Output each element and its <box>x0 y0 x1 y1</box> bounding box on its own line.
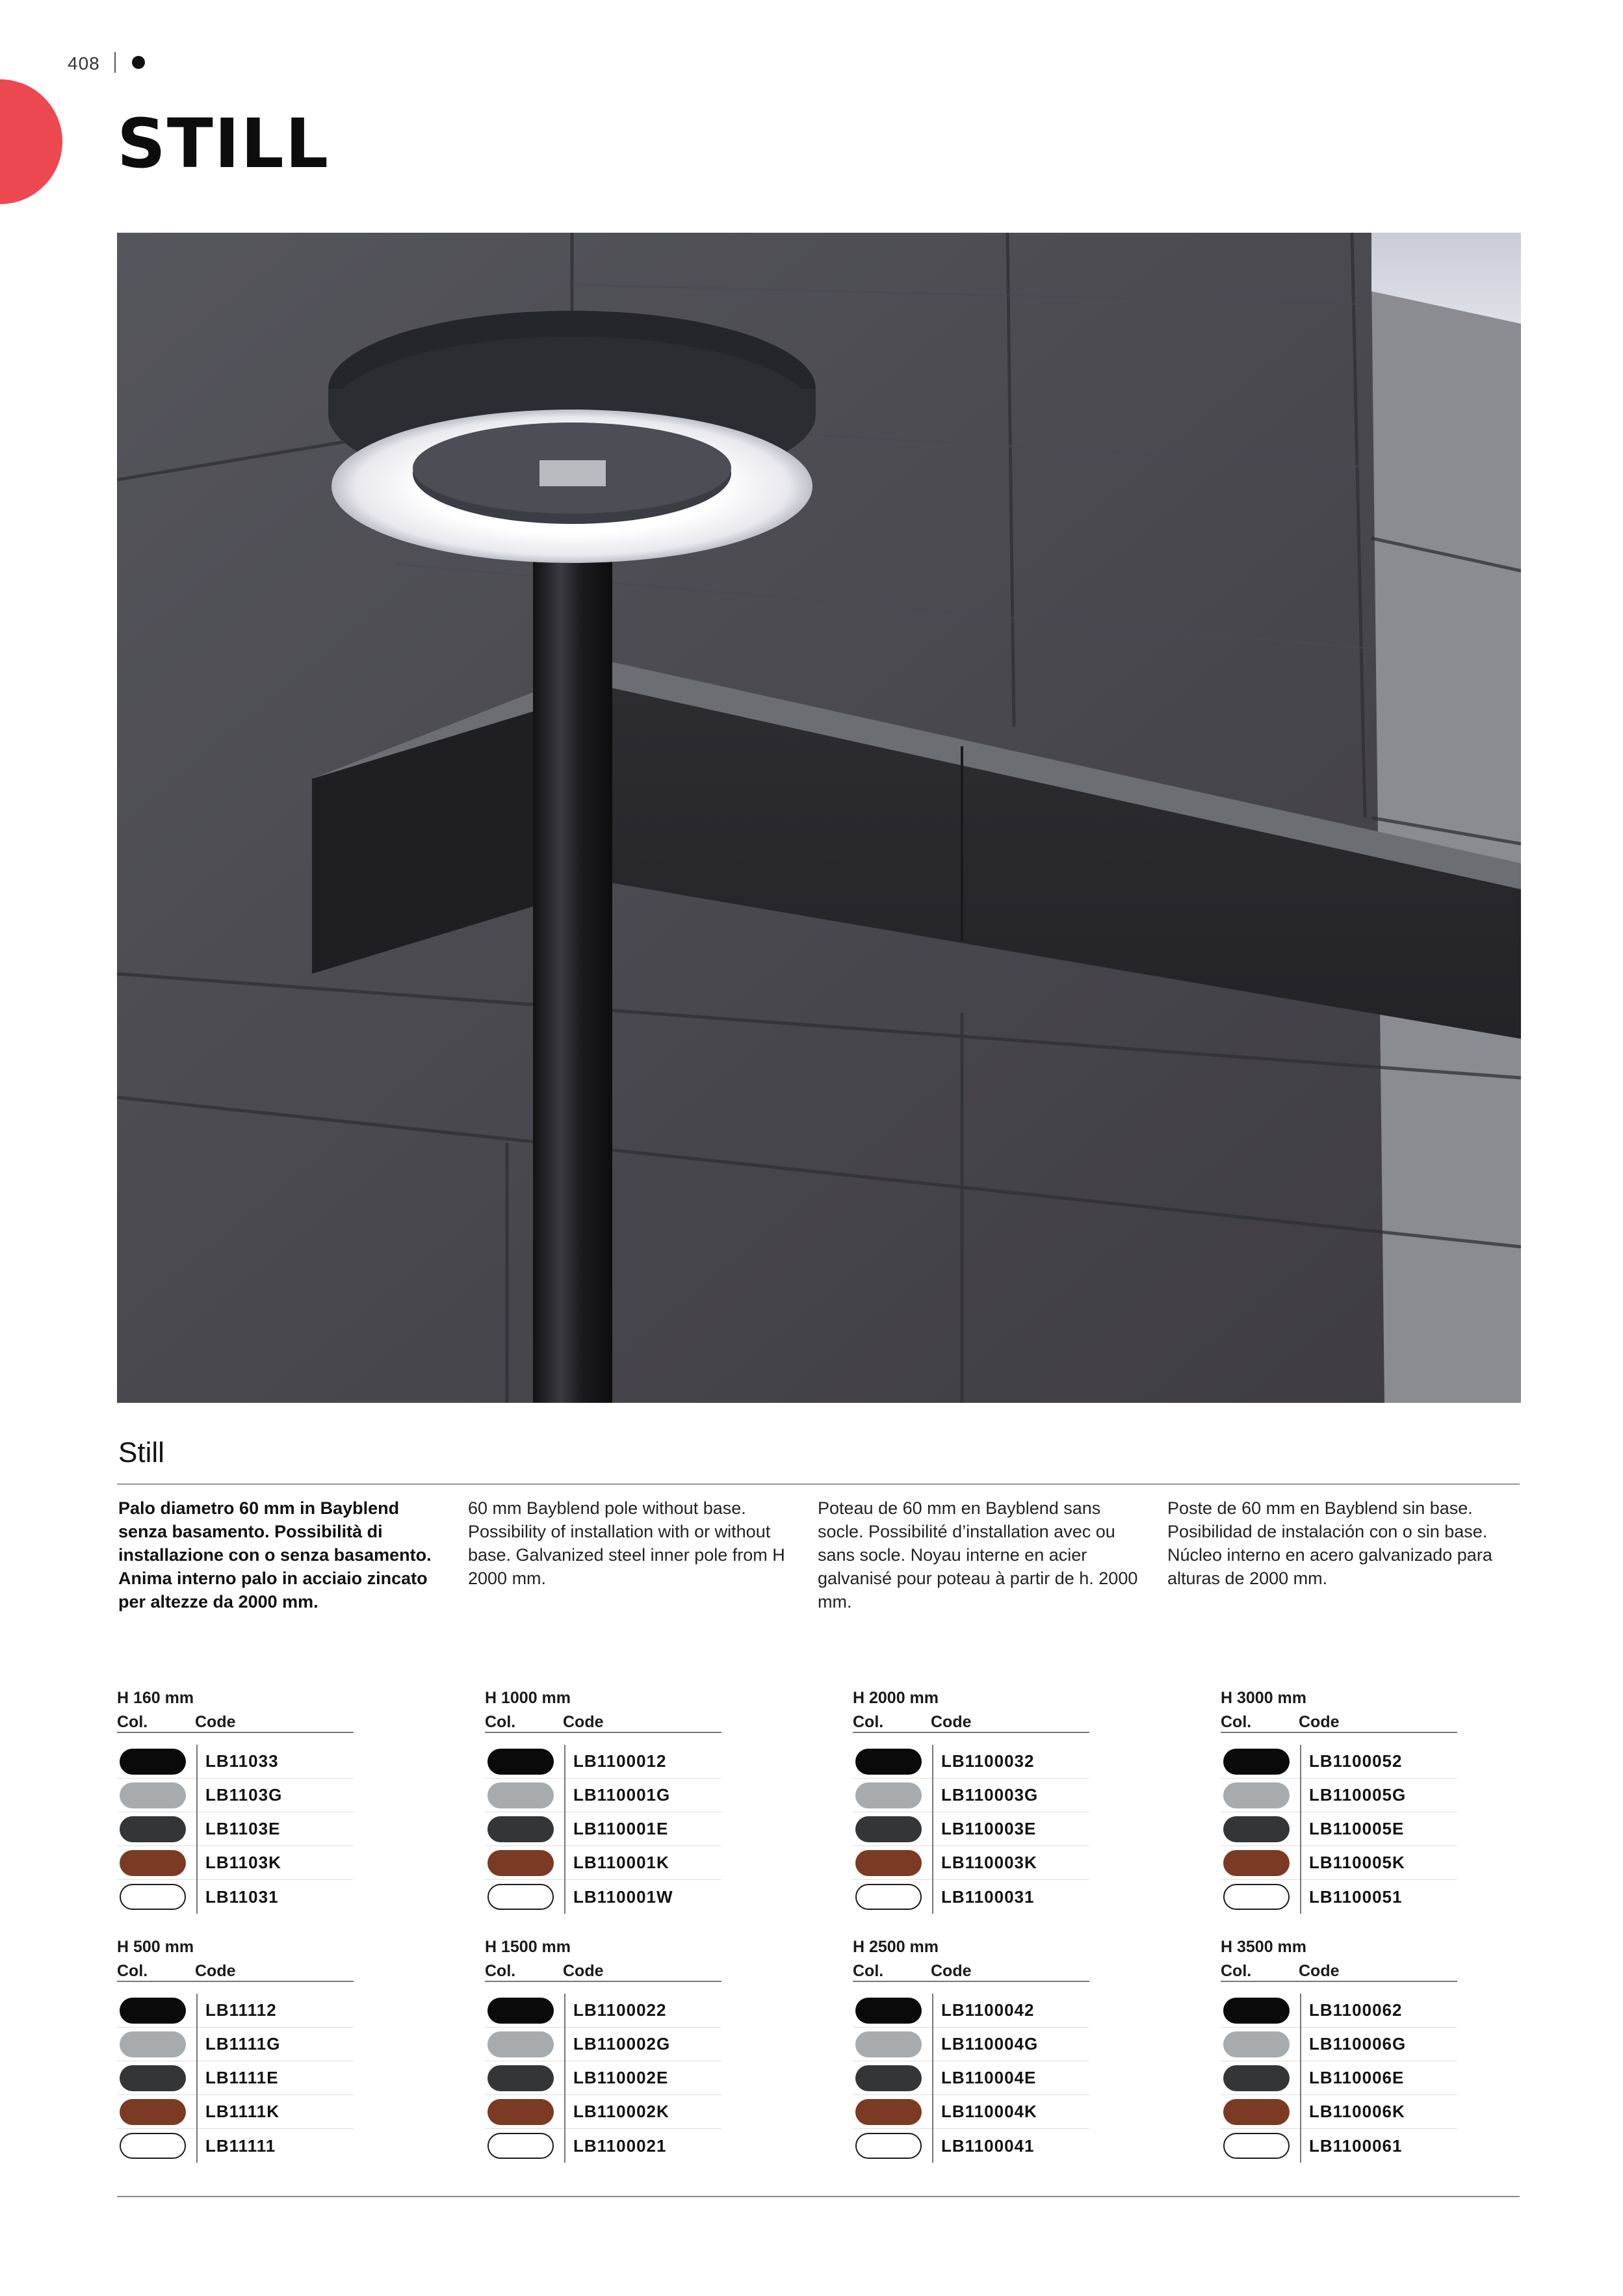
divider-bottom <box>117 2196 1520 2197</box>
table-header <box>1221 1960 1457 1982</box>
table-row <box>853 2061 1089 2095</box>
table-row <box>1221 1812 1457 1846</box>
table-row <box>485 1745 721 1779</box>
table-row <box>853 1880 1089 1914</box>
color-swatch-anthracite <box>1223 1816 1290 1842</box>
color-cell <box>853 2129 933 2163</box>
color-cell <box>485 1994 565 2028</box>
color-swatch-black <box>855 1998 922 2024</box>
color-swatch-white <box>487 1884 554 1910</box>
product-code: LB110001G <box>573 1785 671 1805</box>
code-header: Code <box>931 1713 972 1731</box>
color-swatch-black <box>120 1749 186 1775</box>
product-code: LB1100051 <box>1309 1886 1403 1907</box>
table-row <box>485 1812 721 1846</box>
color-swatch-white <box>855 2133 922 2159</box>
table-header <box>117 1960 354 1982</box>
table-row <box>853 1745 1089 1779</box>
table-row <box>485 2061 721 2095</box>
color-cell <box>485 2129 565 2163</box>
description-french: Poteau de 60 mm en Bayblend sans socle. Possibilité d’installation avec ou sans socle. Noyau interne en acier galvanisé pour poteau à partir de h. 2000 mm. <box>818 1498 1138 1611</box>
col-header: Col. <box>853 1713 884 1731</box>
table-row <box>117 1994 354 2028</box>
description-spanish: Poste de 60 mm en Bayblend sin base. Posibilidad de instalación con o sin base. Núcleo interno en acero galvanizado para alturas de 2000 mm. <box>1167 1498 1492 1588</box>
table-header <box>485 1711 721 1733</box>
color-cell <box>853 1880 933 1914</box>
color-swatch-corten <box>120 2099 186 2125</box>
table-row <box>117 1880 354 1914</box>
page-separator <box>114 52 116 73</box>
height-title: H 3000 mm <box>1221 1689 1307 1707</box>
table-row <box>117 1812 354 1846</box>
product-code: LB1100041 <box>941 2135 1035 2156</box>
table-row <box>485 1994 721 2028</box>
code-table <box>1221 1934 1457 2163</box>
color-cell <box>117 1779 198 1812</box>
color-cell <box>853 2095 933 2129</box>
color-cell <box>1221 1846 1301 1880</box>
table-row <box>485 2095 721 2129</box>
color-swatch-white <box>120 2133 186 2159</box>
product-code: LB11031 <box>205 1886 279 1907</box>
product-code: LB1100062 <box>1309 2000 1403 2020</box>
code-header: Code <box>931 1962 972 1980</box>
description-english: 60 mm Bayblend pole without base. Possibility of installation with or without base. Galvanized steel inner pole from H 2000 mm. <box>468 1498 785 1588</box>
col-header: Col. <box>485 1713 516 1731</box>
table-row <box>1221 2061 1457 2095</box>
color-swatch-white <box>1223 2133 1290 2159</box>
table-row <box>1221 1994 1457 2028</box>
color-cell <box>117 2028 198 2061</box>
product-code: LB1100031 <box>941 1886 1035 1907</box>
color-cell <box>853 1812 933 1846</box>
color-swatch-anthracite <box>1223 2065 1290 2091</box>
col-header: Col. <box>485 1962 516 1980</box>
color-cell <box>117 1994 198 2028</box>
product-code: LB110001W <box>573 1886 673 1907</box>
code-header: Code <box>1299 1962 1340 1980</box>
product-code: LB1100021 <box>573 2135 667 2156</box>
product-code: LB110003G <box>941 1785 1039 1805</box>
color-swatch-anthracite <box>487 1816 554 1842</box>
color-cell <box>485 2095 565 2129</box>
color-cell <box>1221 2061 1301 2095</box>
color-cell <box>485 1812 565 1846</box>
color-cell <box>117 1745 198 1779</box>
product-code: LB11111 <box>205 2135 276 2156</box>
table-row <box>1221 2095 1457 2129</box>
product-code: LB110006K <box>1309 2102 1405 2121</box>
color-cell <box>485 1846 565 1880</box>
color-swatch-anthracite <box>855 2065 922 2091</box>
lamp-photo-illustration <box>117 233 1521 1403</box>
color-cell <box>117 2095 198 2129</box>
color-swatch-grey <box>487 1782 554 1808</box>
product-code: LB110002E <box>573 2068 669 2087</box>
color-swatch-black <box>487 1749 554 1775</box>
product-code: LB110001K <box>573 1853 669 1872</box>
color-swatch-grey <box>855 2031 922 2057</box>
code-header: Code <box>563 1962 604 1980</box>
color-swatch-black <box>1223 1749 1290 1775</box>
product-code: LB1111E <box>205 2068 279 2087</box>
description-italian: Palo diametro 60 mm in Bayblend senza basamento. Possibilità di installazione con o senza basamento. Anima interno palo in acciaio zincato per altezze da 2000 mm. <box>118 1498 432 1611</box>
product-code: LB110005K <box>1309 1853 1405 1872</box>
page-title: STILL <box>117 104 330 183</box>
col-header: Col. <box>1221 1713 1252 1731</box>
color-swatch-white <box>487 2133 554 2159</box>
product-code: LB110006G <box>1309 2034 1407 2054</box>
product-code: LB110003K <box>941 1853 1037 1872</box>
table-row <box>117 2061 354 2095</box>
table-row <box>117 1779 354 1812</box>
color-swatch-corten <box>1223 2099 1290 2125</box>
hero-photo <box>117 233 1521 1403</box>
product-code: LB1103K <box>205 1853 281 1872</box>
table-row <box>117 2129 354 2163</box>
color-swatch-black <box>1223 1998 1290 2024</box>
product-code: LB1100061 <box>1309 2135 1403 2156</box>
table-row <box>485 1779 721 1812</box>
height-title: H 500 mm <box>117 1938 194 1956</box>
height-title: H 160 mm <box>117 1689 194 1707</box>
product-code: LB11112 <box>205 2000 277 2020</box>
table-row <box>853 2129 1089 2163</box>
table-header <box>485 1960 721 1982</box>
product-code: LB1100042 <box>941 2000 1035 2020</box>
product-code: LB1111G <box>205 2034 281 2054</box>
color-swatch-white <box>1223 1884 1290 1910</box>
product-code: LB1100012 <box>573 1751 667 1771</box>
table-row <box>485 2028 721 2061</box>
table-row <box>853 1994 1089 2028</box>
code-header: Code <box>563 1713 604 1731</box>
product-code: LB110004G <box>941 2034 1039 2054</box>
table-row <box>853 2095 1089 2129</box>
table-row <box>117 1846 354 1880</box>
color-swatch-grey <box>120 1782 186 1808</box>
color-swatch-corten <box>855 2099 922 2125</box>
product-code: LB110006E <box>1309 2068 1405 2087</box>
code-table <box>485 1685 721 1914</box>
color-swatch-grey <box>855 1782 922 1808</box>
color-swatch-grey <box>120 2031 186 2057</box>
product-code: LB1111K <box>205 2102 279 2121</box>
color-swatch-grey <box>487 2031 554 2057</box>
color-swatch-corten <box>855 1850 922 1876</box>
height-title: H 1000 mm <box>485 1689 571 1707</box>
color-cell <box>117 2129 198 2163</box>
color-cell <box>1221 1994 1301 2028</box>
color-swatch-anthracite <box>855 1816 922 1842</box>
color-cell <box>853 1846 933 1880</box>
product-code: LB110005E <box>1309 1819 1405 1838</box>
table-row <box>1221 1779 1457 1812</box>
table-row <box>1221 2028 1457 2061</box>
color-swatch-anthracite <box>120 2065 186 2091</box>
code-header: Code <box>195 1962 236 1980</box>
product-code: LB1100032 <box>941 1751 1035 1771</box>
table-header <box>1221 1711 1457 1733</box>
code-table <box>485 1934 721 2163</box>
code-table <box>853 1934 1089 2163</box>
divider <box>117 1483 1520 1485</box>
col-header: Col. <box>1221 1962 1252 1980</box>
color-swatch-white <box>855 1884 922 1910</box>
color-cell <box>853 2028 933 2061</box>
color-swatch-anthracite <box>120 1816 186 1842</box>
code-table <box>1221 1685 1457 1914</box>
code-header: Code <box>195 1713 236 1731</box>
color-cell <box>485 1880 565 1914</box>
color-swatch-corten <box>120 1850 186 1876</box>
code-table <box>853 1685 1089 1914</box>
product-code: LB110002K <box>573 2102 669 2121</box>
table-row <box>117 1745 354 1779</box>
color-cell <box>485 2061 565 2095</box>
table-row <box>1221 1745 1457 1779</box>
product-code: LB1103E <box>205 1819 281 1838</box>
col-header: Col. <box>117 1962 148 1980</box>
color-swatch-anthracite <box>487 2065 554 2091</box>
color-swatch-corten <box>487 2099 554 2125</box>
table-row <box>853 2028 1089 2061</box>
table-row <box>117 2028 354 2061</box>
product-name: Still <box>118 1437 164 1468</box>
height-title: H 3500 mm <box>1221 1938 1307 1956</box>
product-code: LB110003E <box>941 1819 1037 1838</box>
product-code: LB1100022 <box>573 2000 667 2020</box>
product-code: LB1103G <box>205 1785 283 1805</box>
height-title: H 1500 mm <box>485 1938 571 1956</box>
color-cell <box>1221 1779 1301 1812</box>
color-cell <box>1221 1812 1301 1846</box>
height-title: H 2500 mm <box>853 1938 939 1956</box>
product-code: LB11033 <box>205 1751 279 1771</box>
table-row <box>853 1779 1089 1812</box>
color-swatch-black <box>120 1998 186 2024</box>
table-row <box>1221 1846 1457 1880</box>
code-header: Code <box>1299 1713 1340 1731</box>
red-corner-tab <box>0 79 62 204</box>
bullet-dot-icon <box>132 56 145 69</box>
color-cell <box>485 2028 565 2061</box>
color-cell <box>853 1779 933 1812</box>
table-header <box>853 1960 1089 1982</box>
code-table <box>117 1685 354 1914</box>
table-header <box>853 1711 1089 1733</box>
color-cell <box>1221 2028 1301 2061</box>
color-cell <box>117 1846 198 1880</box>
table-row <box>853 1812 1089 1846</box>
table-row <box>853 1846 1089 1880</box>
product-code: LB110004K <box>941 2102 1037 2121</box>
page-number: 408 <box>68 53 100 73</box>
color-cell <box>485 1779 565 1812</box>
color-cell <box>853 2061 933 2095</box>
table-row <box>117 2095 354 2129</box>
table-row <box>485 1846 721 1880</box>
color-cell <box>1221 2095 1301 2129</box>
color-swatch-grey <box>1223 1782 1290 1808</box>
product-code: LB110005G <box>1309 1785 1407 1805</box>
col-header: Col. <box>853 1962 884 1980</box>
color-cell <box>485 1745 565 1779</box>
color-cell <box>853 1745 933 1779</box>
color-cell <box>117 1880 198 1914</box>
color-cell <box>117 2061 198 2095</box>
code-table <box>117 1934 354 2163</box>
product-code: LB110002G <box>573 2034 671 2054</box>
color-cell <box>853 1994 933 2028</box>
color-cell <box>1221 2129 1301 2163</box>
col-header: Col. <box>117 1713 148 1731</box>
product-code: LB110001E <box>573 1819 669 1838</box>
color-swatch-grey <box>1223 2031 1290 2057</box>
color-swatch-corten <box>1223 1850 1290 1876</box>
product-code: LB110004E <box>941 2068 1037 2087</box>
color-cell <box>1221 1880 1301 1914</box>
color-swatch-black <box>487 1998 554 2024</box>
table-row <box>1221 2129 1457 2163</box>
color-swatch-black <box>855 1749 922 1775</box>
product-code: LB1100052 <box>1309 1751 1403 1771</box>
color-cell <box>117 1812 198 1846</box>
color-swatch-corten <box>487 1850 554 1876</box>
table-row <box>1221 1880 1457 1914</box>
height-title: H 2000 mm <box>853 1689 939 1707</box>
table-row <box>485 1880 721 1914</box>
table-row <box>485 2129 721 2163</box>
color-cell <box>1221 1745 1301 1779</box>
color-swatch-white <box>120 1884 186 1910</box>
table-header <box>117 1711 354 1733</box>
